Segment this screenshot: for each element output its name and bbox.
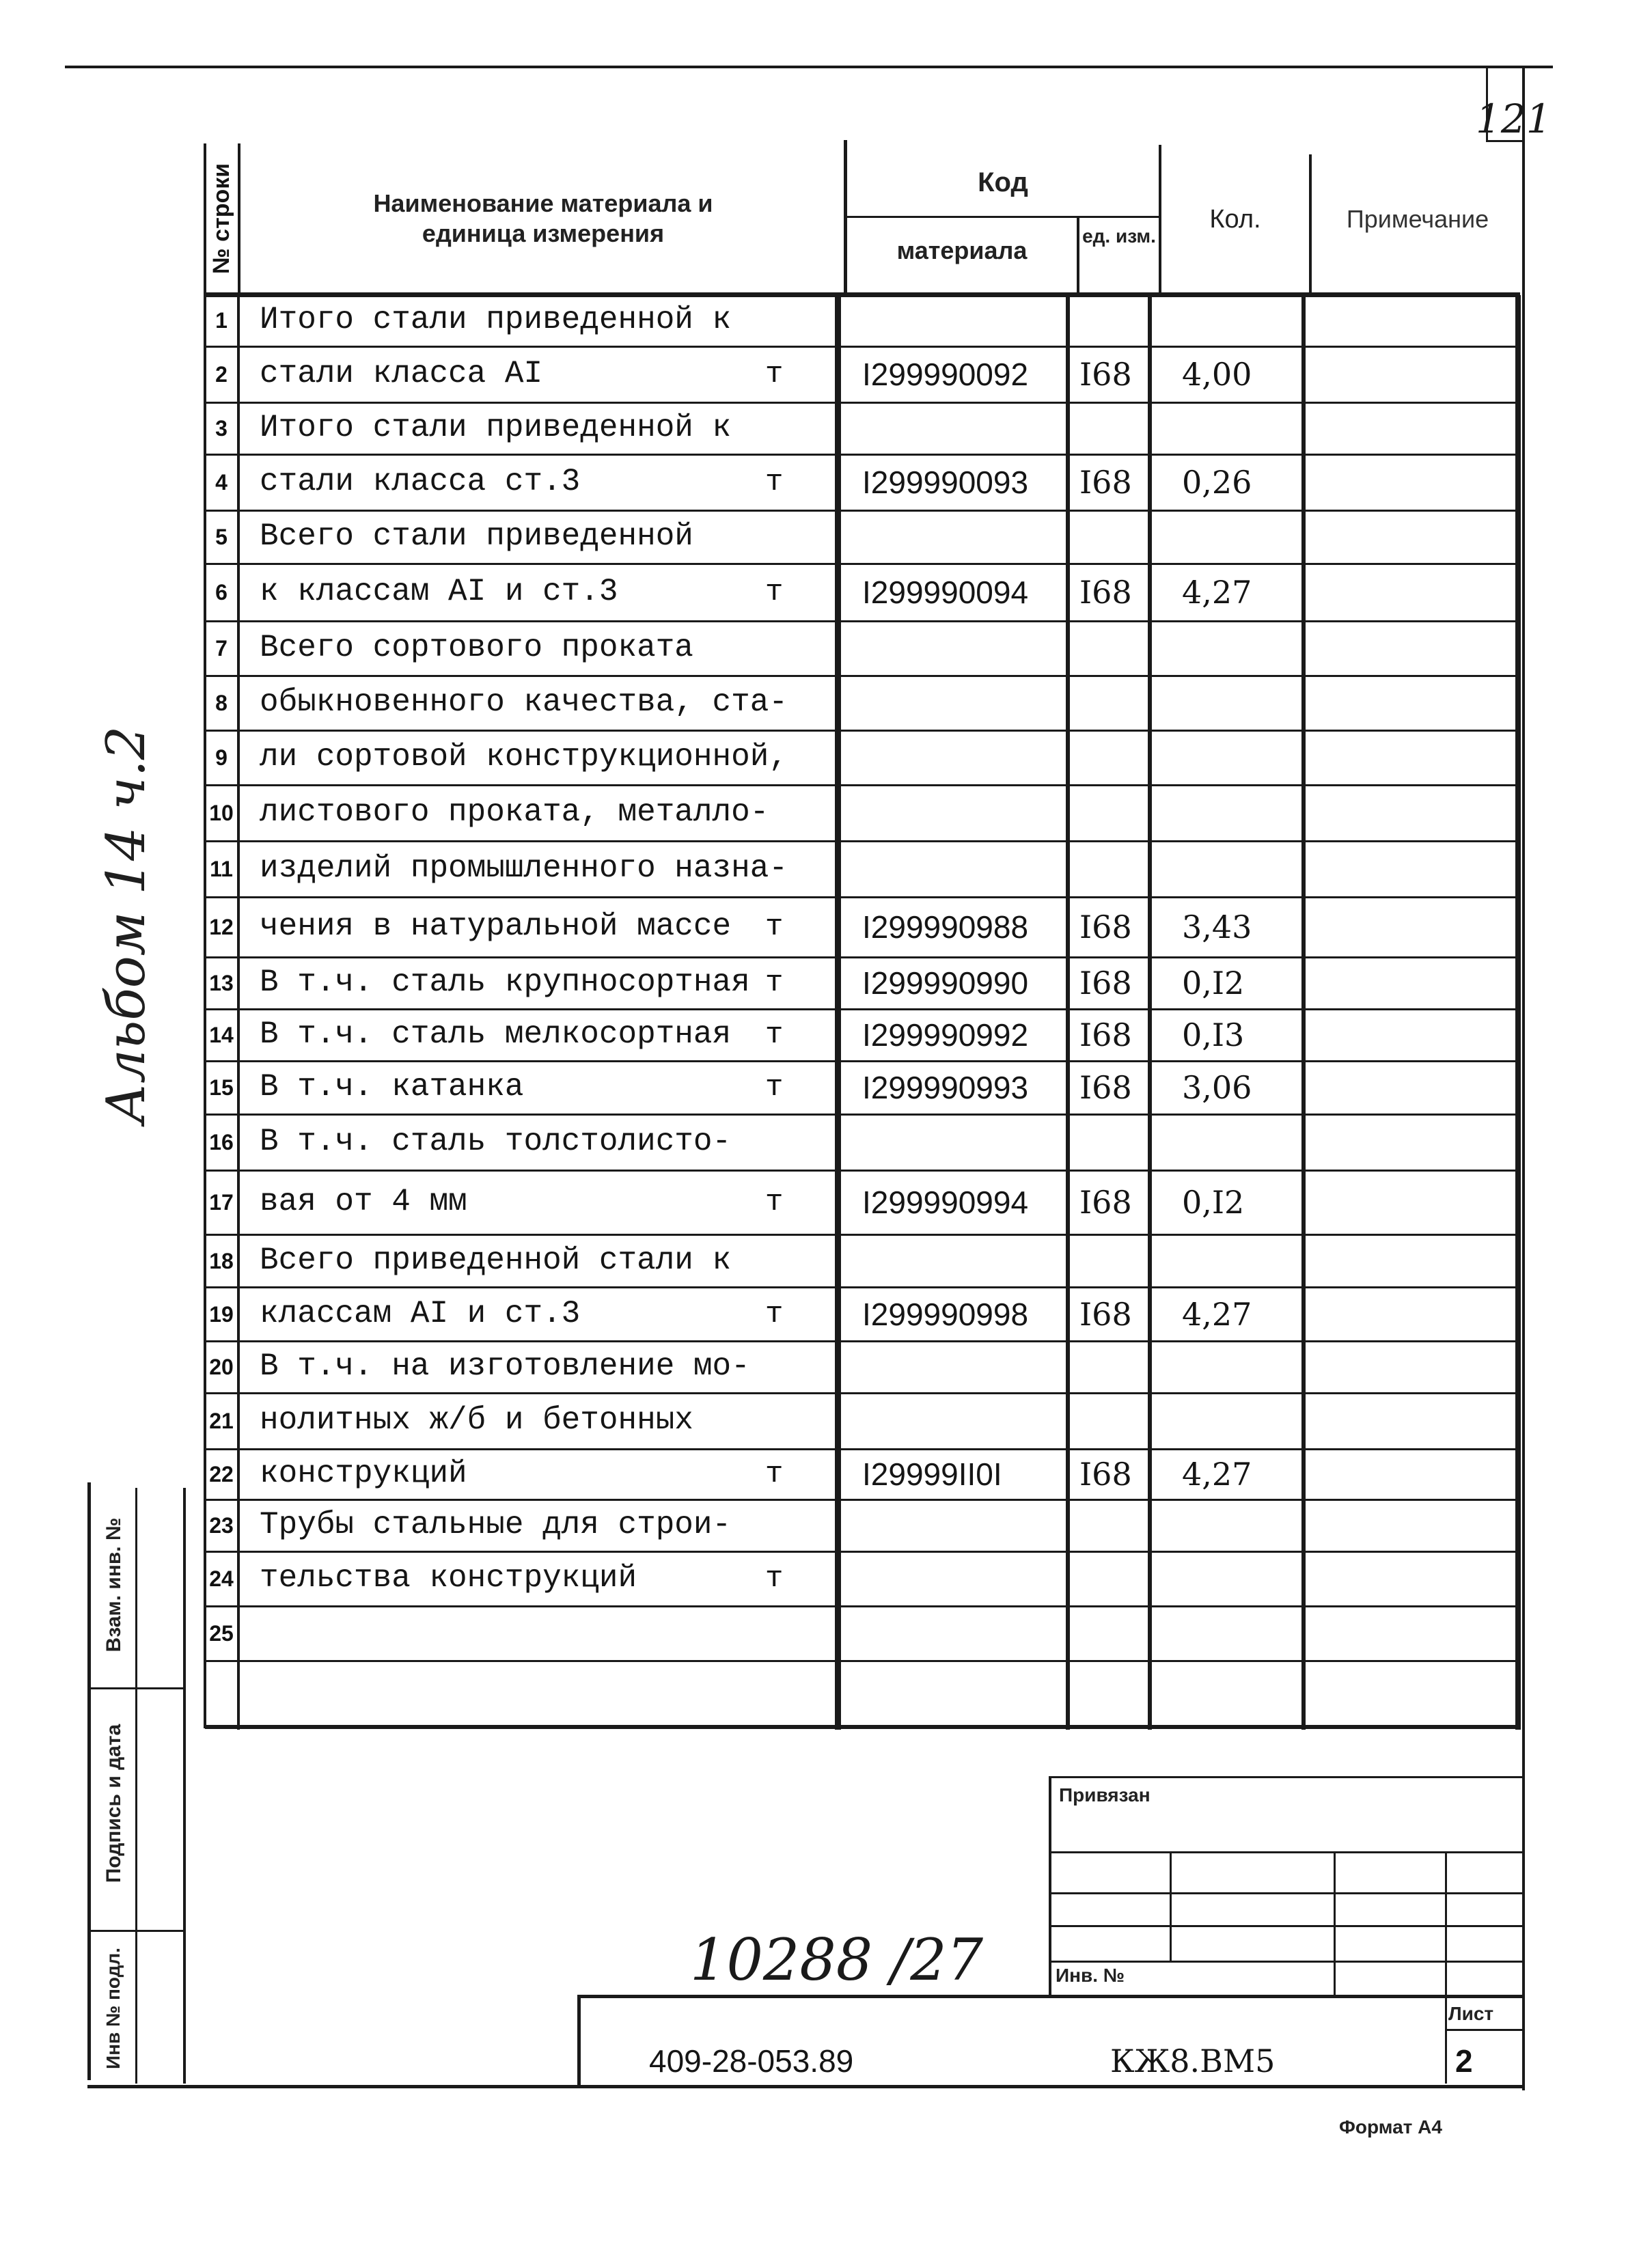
row-number: 5 [215, 525, 228, 549]
row-number: 17 [209, 1190, 234, 1215]
row-divider [205, 510, 1520, 512]
material-name: В т.ч. катанка [260, 1069, 524, 1105]
header-material: материала [896, 236, 1028, 264]
row-number: 16 [209, 1130, 234, 1154]
unit-cell: т [765, 966, 784, 1000]
material-code: I299990998 [862, 1296, 1029, 1332]
privyazan-row4 [1049, 1961, 1524, 1963]
row-divider [205, 730, 1520, 732]
unit-code: I68 [1079, 1017, 1132, 1053]
row-number: 2 [215, 362, 228, 387]
row-divider [205, 402, 1520, 404]
unit-cell: т [765, 465, 784, 499]
material-code: I299990993 [862, 1070, 1029, 1105]
unit-code: I68 [1079, 464, 1132, 501]
material-name: обыкновенного качества, ста- [260, 684, 788, 720]
row-number: 15 [209, 1075, 234, 1100]
material-name: листового проката, металло- [260, 794, 769, 830]
material-name: ли сортовой конструкционной, [260, 739, 788, 775]
row-number: 20 [209, 1355, 234, 1379]
row-divider [205, 956, 1520, 958]
table-bottom-line [205, 1725, 1520, 1729]
material-name: В т.ч. на изготовление мо- [260, 1349, 750, 1384]
material-name: Трубы стальные для строи- [260, 1507, 732, 1543]
row-number: 8 [215, 691, 228, 715]
material-name: к классам АI и ст.3 [260, 574, 618, 609]
unit-cell: т [765, 1018, 784, 1052]
row-number: 10 [209, 801, 234, 825]
unit-code: I68 [1079, 965, 1132, 1001]
row-divider [205, 896, 1520, 898]
material-code: I299990994 [862, 1185, 1029, 1220]
row-divider [205, 1008, 1520, 1010]
row-divider [205, 1660, 1520, 1662]
row-divider [205, 1392, 1520, 1394]
side-vzam: Взам. инв. № [102, 1517, 125, 1652]
row-divider [205, 840, 1520, 842]
material-name: В т.ч. сталь мелкосортная [260, 1017, 732, 1052]
unit-code: I68 [1079, 1069, 1132, 1106]
row-number: 19 [209, 1301, 234, 1327]
header-code-split [846, 216, 1160, 218]
privyazan-col1 [1170, 1851, 1172, 1961]
header-name-line2: единица измерения [422, 219, 665, 247]
row-number: 23 [209, 1513, 234, 1538]
material-name: Итого стали приведенной к [260, 410, 732, 445]
header-ed-izm: ед. изм. [1082, 225, 1156, 247]
frame-top-line [65, 66, 1553, 68]
row-number: 21 [209, 1409, 234, 1433]
quantity: 4,27 [1182, 1295, 1252, 1333]
row-divider [205, 346, 1520, 348]
page-number: 121 [1476, 96, 1552, 142]
quantity: 0,I2 [1182, 1184, 1245, 1221]
material-code: I299990992 [862, 1017, 1029, 1053]
header-note: Примечание [1346, 205, 1489, 233]
material-name: Всего сортового проката [260, 630, 693, 665]
material-name: тельства конструкций [260, 1560, 637, 1596]
side-podpis: Подпись и дата [102, 1724, 125, 1883]
privyazan-col3 [1445, 1851, 1447, 2084]
side-stamp-mid-line [135, 1488, 137, 2084]
side-inv: Инв № подл. [102, 1948, 124, 2070]
material-name: классам АI и ст.3 [260, 1295, 581, 1331]
frame-left-line [87, 1482, 91, 2080]
unit-code: I68 [1079, 1456, 1132, 1493]
privyazan-label: Привязан [1059, 1784, 1150, 1806]
unit-cell: т [765, 1185, 784, 1219]
header-bottom-line [205, 292, 1520, 297]
format-label: Формат А4 [1339, 2116, 1442, 2138]
material-code: I299990093 [862, 465, 1029, 500]
quantity: 3,43 [1182, 909, 1252, 945]
header-name-line1: Наименование материала и [373, 189, 713, 217]
quantity: 4,27 [1182, 1456, 1252, 1493]
privyazan-col2 [1334, 1851, 1336, 1996]
document-code: 409-28-053.89 [649, 2043, 854, 2079]
row-number: 14 [209, 1023, 234, 1047]
row-divider [205, 1286, 1520, 1288]
title-block-left [577, 1995, 581, 2087]
list-number: 2 [1455, 2043, 1473, 2079]
row-number: 6 [215, 580, 228, 605]
unit-code: I68 [1079, 356, 1132, 393]
material-name: В т.ч. сталь крупносортная [260, 965, 750, 1000]
row-number: 12 [209, 915, 234, 939]
row-number: 24 [209, 1566, 234, 1591]
row-divider [205, 1448, 1520, 1450]
row-number: 13 [209, 971, 234, 995]
row-divider [205, 1114, 1520, 1116]
title-block-top [577, 1995, 1524, 1998]
unit-code: I68 [1079, 1184, 1132, 1221]
material-name: Всего стали приведенной [260, 518, 693, 554]
row-number: 1 [215, 308, 228, 333]
material-code: I299990094 [862, 575, 1029, 610]
material-name: изделий промышленного назна- [260, 850, 788, 886]
material-name: стали класса АI [260, 356, 543, 391]
header-divider-code [844, 140, 847, 297]
row-divider [205, 454, 1520, 456]
material-name: вая от 4 мм [260, 1184, 467, 1219]
quantity: 3,06 [1182, 1069, 1252, 1106]
row-divider [205, 1340, 1520, 1342]
unit-code: I68 [1079, 574, 1132, 611]
material-code: I299990092 [862, 357, 1029, 392]
material-name: нолитных ж/б и бетонных [260, 1402, 693, 1438]
row-divider [205, 1605, 1520, 1607]
material-name: Всего приведенной стали к [260, 1242, 732, 1278]
material-name: чения в натуральной массе [260, 909, 732, 944]
privyazan-top [1049, 1776, 1524, 1778]
row-divider [205, 1234, 1520, 1236]
header-code: Код [978, 167, 1028, 197]
privyazan-row2 [1049, 1892, 1524, 1894]
quantity: 4,27 [1182, 574, 1252, 611]
list-label: Лист [1448, 2003, 1494, 2024]
handwritten-number: 10288 /27 [690, 1926, 984, 1993]
row-number: 11 [210, 857, 233, 881]
quantity: 0,26 [1182, 464, 1252, 501]
unit-code: I68 [1079, 1295, 1132, 1333]
list-label-line [1445, 2029, 1524, 2031]
unit-cell: т [765, 1070, 784, 1105]
row-number: 25 [209, 1621, 234, 1646]
unit-code: I68 [1079, 909, 1132, 945]
quantity: 0,I3 [1182, 1017, 1245, 1053]
header-row-no: № строки [208, 163, 234, 275]
row-divider [205, 1499, 1520, 1501]
side-stamp-div1 [91, 1687, 185, 1689]
inv-no-label: Инв. № [1056, 1965, 1125, 1986]
frame-right-line [1522, 68, 1525, 2090]
unit-cell: т [765, 910, 784, 944]
material-name: В т.ч. сталь толстолисто- [260, 1124, 732, 1159]
side-stamp-right-line [183, 1488, 186, 2084]
row-number: 22 [209, 1462, 234, 1486]
material-name: конструкций [260, 1456, 467, 1491]
quantity: 4,00 [1182, 356, 1252, 393]
row-number: 9 [215, 745, 228, 770]
row-divider [205, 784, 1520, 786]
row-number: 4 [215, 470, 228, 495]
document-mark: КЖ8.ВМ5 [1110, 2043, 1276, 2079]
row-divider [205, 675, 1520, 677]
material-code: I299990988 [862, 909, 1029, 945]
quantity: 0,I2 [1182, 965, 1245, 1001]
row-divider [205, 563, 1520, 565]
row-divider [205, 1060, 1520, 1062]
row-divider [205, 1551, 1520, 1553]
row-divider [205, 1170, 1520, 1172]
privyazan-row3 [1049, 1925, 1524, 1927]
frame-bottom-line [87, 2085, 1525, 2088]
unit-cell: т [765, 575, 784, 609]
unit-cell: т [765, 357, 784, 391]
album-note: Альбом 14 ч.2 [96, 725, 157, 1124]
material-code: I299990990 [862, 965, 1029, 1001]
row-number: 18 [209, 1248, 234, 1273]
header-qty: Кол. [1209, 205, 1261, 234]
material-code: I29999II0I [862, 1456, 1002, 1492]
row-divider [205, 620, 1520, 622]
row-number: 3 [215, 416, 228, 441]
privyazan-row1 [1049, 1851, 1524, 1853]
material-name: Итого стали приведенной к [260, 302, 732, 337]
unit-cell: т [765, 1297, 784, 1331]
row-number: 7 [215, 636, 228, 661]
unit-cell: т [765, 1457, 784, 1491]
material-name: стали класса ст.3 [260, 464, 581, 499]
unit-cell: т [765, 1562, 784, 1596]
